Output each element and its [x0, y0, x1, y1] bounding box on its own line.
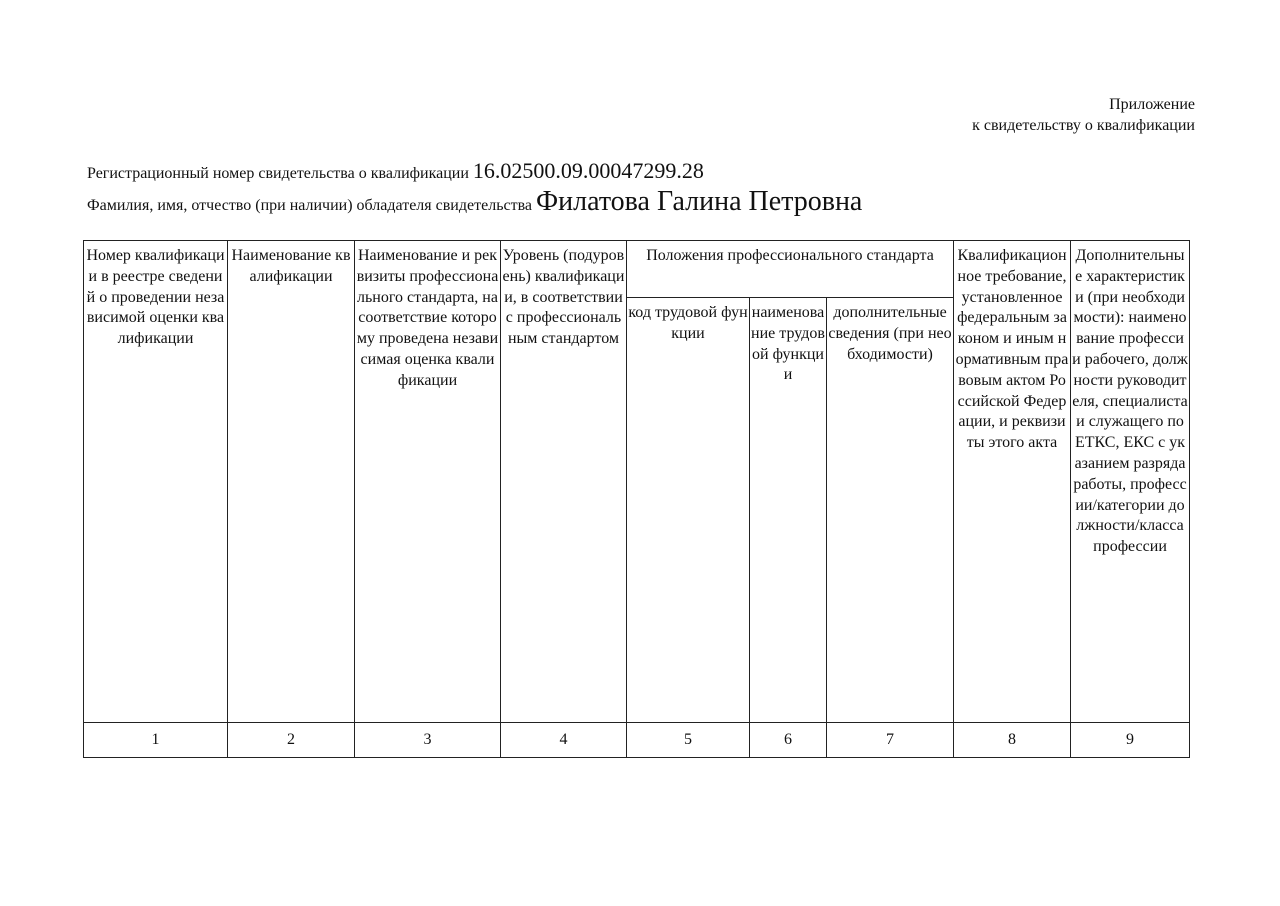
header-qualification-name: Наименование квалификации — [228, 241, 355, 723]
header-additional-characteristics: Дополнительные характеристики (при необходимости): наименование профессии рабочего, должности руководителя, специалиста и служащего по ЕТКС, ЕКС с указанием разряда работы, профессии/категории должности/класса профессии — [1071, 241, 1190, 723]
header-additional-info: дополнительные сведения (при необходимости) — [827, 298, 954, 723]
header-level: Уровень (подуровень) квалификации, в соответствии с профессиональным стандартом — [501, 241, 627, 723]
registration-label: Регистрационный номер свидетельства о квалификации — [87, 165, 469, 182]
column-number: 1 — [84, 723, 228, 758]
holder-label: Фамилия, имя, отчество (при наличии) обладателя свидетельства — [87, 197, 533, 214]
column-number: 7 — [827, 723, 954, 758]
annex-line-1: Приложение — [1109, 96, 1195, 113]
header-labor-function-code: код трудовой функции — [627, 298, 750, 723]
column-number: 8 — [954, 723, 1071, 758]
qualification-table — [83, 240, 1190, 758]
column-number: 3 — [355, 723, 501, 758]
header-qualification-number: Номер квалификации в реестре сведений о проведении независимой оценки квалификации — [84, 241, 228, 723]
holder-name: Филатова Галина Петровна — [536, 186, 863, 217]
column-number: 4 — [501, 723, 627, 758]
column-number: 5 — [627, 723, 750, 758]
annex-line-2: к свидетельству о квалификации — [972, 117, 1195, 134]
registration-line — [87, 158, 704, 184]
header-qualification-requirement: Квалификационное требование, установленное федеральным законом и иным нормативным правовым актом Российской Федерации, и реквизиты этого акта — [954, 241, 1071, 723]
holder-line — [87, 186, 862, 218]
header-labor-function-name: наименование трудовой функции — [750, 298, 827, 723]
registration-number: 16.02500.09.00047299.28 — [472, 158, 704, 183]
header-standard-provisions: Положения профессионального стандарта — [627, 241, 954, 298]
header-prof-standard: Наименование и реквизиты профессионального стандарта, на соответствие которому проведена независимая оценка квалификации — [355, 241, 501, 723]
column-number: 6 — [750, 723, 827, 758]
annex-heading — [972, 94, 1195, 136]
column-number: 2 — [228, 723, 355, 758]
column-number: 9 — [1071, 723, 1190, 758]
column-numbers-row — [84, 723, 1190, 758]
